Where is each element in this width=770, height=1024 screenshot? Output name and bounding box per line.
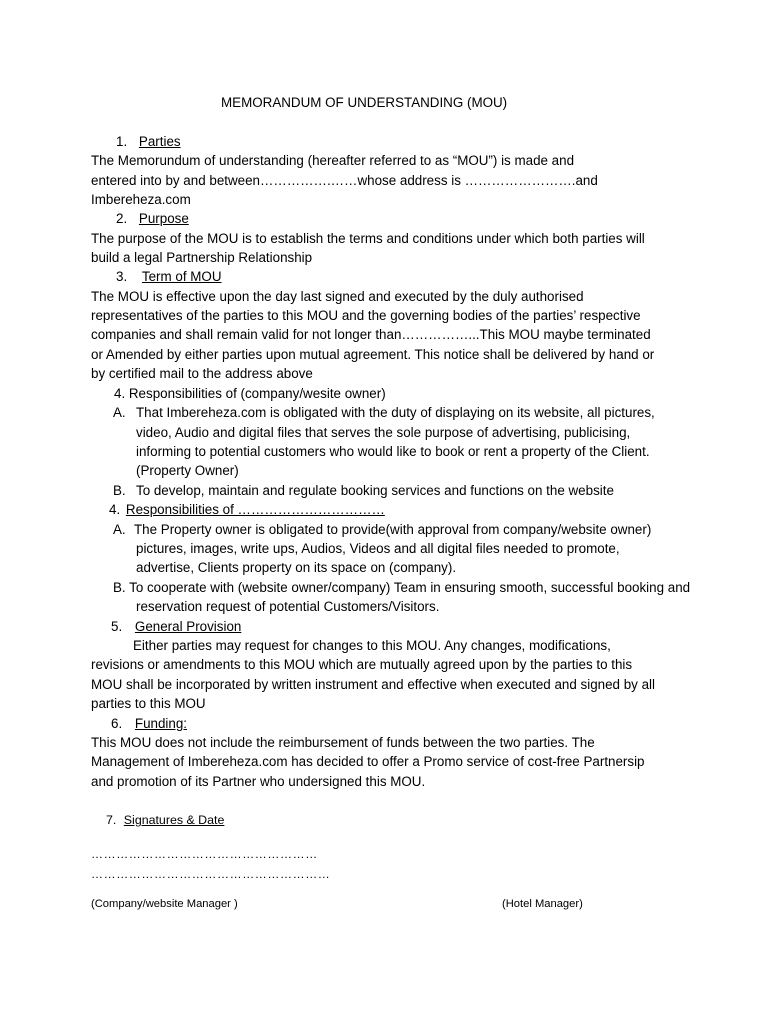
signatory-label-hotel: (Hotel Manager) bbox=[502, 898, 583, 910]
document-title: MEMORANDUM OF UNDERSTANDING (MOU) bbox=[221, 95, 508, 110]
section-title: Responsibilities of …………………………… bbox=[125, 502, 385, 517]
section-number: 2. bbox=[116, 211, 128, 226]
section-7-heading bbox=[106, 812, 224, 829]
signature-line: ………………………………………………… bbox=[91, 867, 331, 881]
section-number: 6. bbox=[111, 716, 123, 731]
signature-line: ……………………………………………… bbox=[91, 847, 318, 861]
section-title: Signatures & Date bbox=[123, 813, 225, 827]
paragraph-line: Imbereheza.com bbox=[91, 192, 191, 207]
paragraph-line: The Memorundum of understanding (hereafter referred to as “MOU”) is made and bbox=[91, 153, 575, 168]
signatory-label-company: (Company/website Manager ) bbox=[91, 898, 238, 910]
paragraph-line: and promotion of its Partner who undersigned this MOU. bbox=[91, 774, 426, 789]
section-number: 4. bbox=[109, 502, 121, 517]
paragraph-line: The MOU is effective upon the day last signed and executed by the duly authorised bbox=[91, 289, 584, 304]
section-number: 1. bbox=[116, 134, 128, 149]
section-number: 5. bbox=[111, 619, 123, 634]
section-2-heading bbox=[116, 210, 189, 227]
paragraph-line: representatives of the parties to this MOU and the governing bodies of the parties’ respective bbox=[91, 308, 641, 323]
section-5-heading bbox=[111, 618, 241, 635]
list-item-line: pictures, images, write ups, Audios, Videos and all digital files needed to promote, bbox=[136, 541, 620, 556]
paragraph-line: The purpose of the MOU is to establish the terms and conditions under which both parties will bbox=[91, 231, 645, 246]
section-6-heading bbox=[111, 715, 187, 732]
section-title: Funding: bbox=[134, 716, 188, 731]
section-title: General Provision bbox=[134, 619, 242, 634]
section-1-heading bbox=[116, 133, 181, 150]
paragraph-line: Either parties may request for changes to this MOU. Any changes, modifications, bbox=[133, 638, 611, 653]
paragraph-line: by certified mail to the address above bbox=[91, 366, 313, 381]
paragraph-line: build a legal Partnership Relationship bbox=[91, 250, 313, 265]
section-title: Purpose bbox=[138, 211, 189, 226]
list-item-line: advertise, Clients property on its space on (company). bbox=[136, 560, 457, 575]
section-4-heading: 4. Responsibilities of (company/wesite owner) bbox=[114, 386, 386, 401]
list-item-label: B. bbox=[113, 483, 126, 498]
section-4b-heading bbox=[109, 501, 385, 518]
section-number: 3. bbox=[116, 269, 128, 284]
paragraph-line: revisions or amendments to this MOU which are mutually agreed upon by the parties to this bbox=[91, 657, 633, 672]
section-3-heading bbox=[116, 268, 222, 285]
list-item-line: reservation request of potential Customers/Visitors. bbox=[136, 599, 440, 614]
section-number: 7. bbox=[106, 813, 117, 827]
paragraph-line: This MOU does not include the reimbursement of funds between the two parties. The bbox=[91, 735, 595, 750]
list-item-line: informing to potential customers who would like to book or rent a property of the Client. bbox=[136, 444, 650, 459]
paragraph-line: MOU shall be incorporated by written instrument and effective when executed and signed by all bbox=[91, 677, 655, 692]
paragraph-line: entered into by and between…………….……whose address is …………………….and bbox=[91, 173, 598, 188]
section-title: Term of MOU bbox=[141, 269, 222, 284]
list-item-line: That Imbereheza.com is obligated with the duty of displaying on its website, all pictures, bbox=[136, 405, 655, 420]
section-title: Parties bbox=[138, 134, 181, 149]
list-item-line: B. To cooperate with (website owner/company) Team in ensuring smooth, successful booking and bbox=[113, 580, 691, 595]
list-item-line: (Property Owner) bbox=[136, 463, 239, 478]
paragraph-line: Management of Imbereheza.com has decided to offer a Promo service of cost-free Partnersip bbox=[91, 754, 645, 769]
list-item-label: A. bbox=[113, 522, 126, 537]
list-item-label: A. bbox=[113, 405, 126, 420]
paragraph-line: parties to this MOU bbox=[91, 696, 206, 711]
paragraph-line: companies and shall remain valid for not longer than……………...This MOU maybe terminated bbox=[91, 327, 651, 342]
list-item-line: To develop, maintain and regulate booking services and functions on the website bbox=[136, 483, 614, 498]
paragraph-line: or Amended by either parties upon mutual agreement. This notice shall be delivered by hand or bbox=[91, 347, 655, 362]
list-item-line: video, Audio and digital files that serves the sole purpose of advertising, publicising, bbox=[136, 425, 631, 440]
list-item-line: The Property owner is obligated to provide(with approval from company/website owner) bbox=[134, 522, 652, 537]
